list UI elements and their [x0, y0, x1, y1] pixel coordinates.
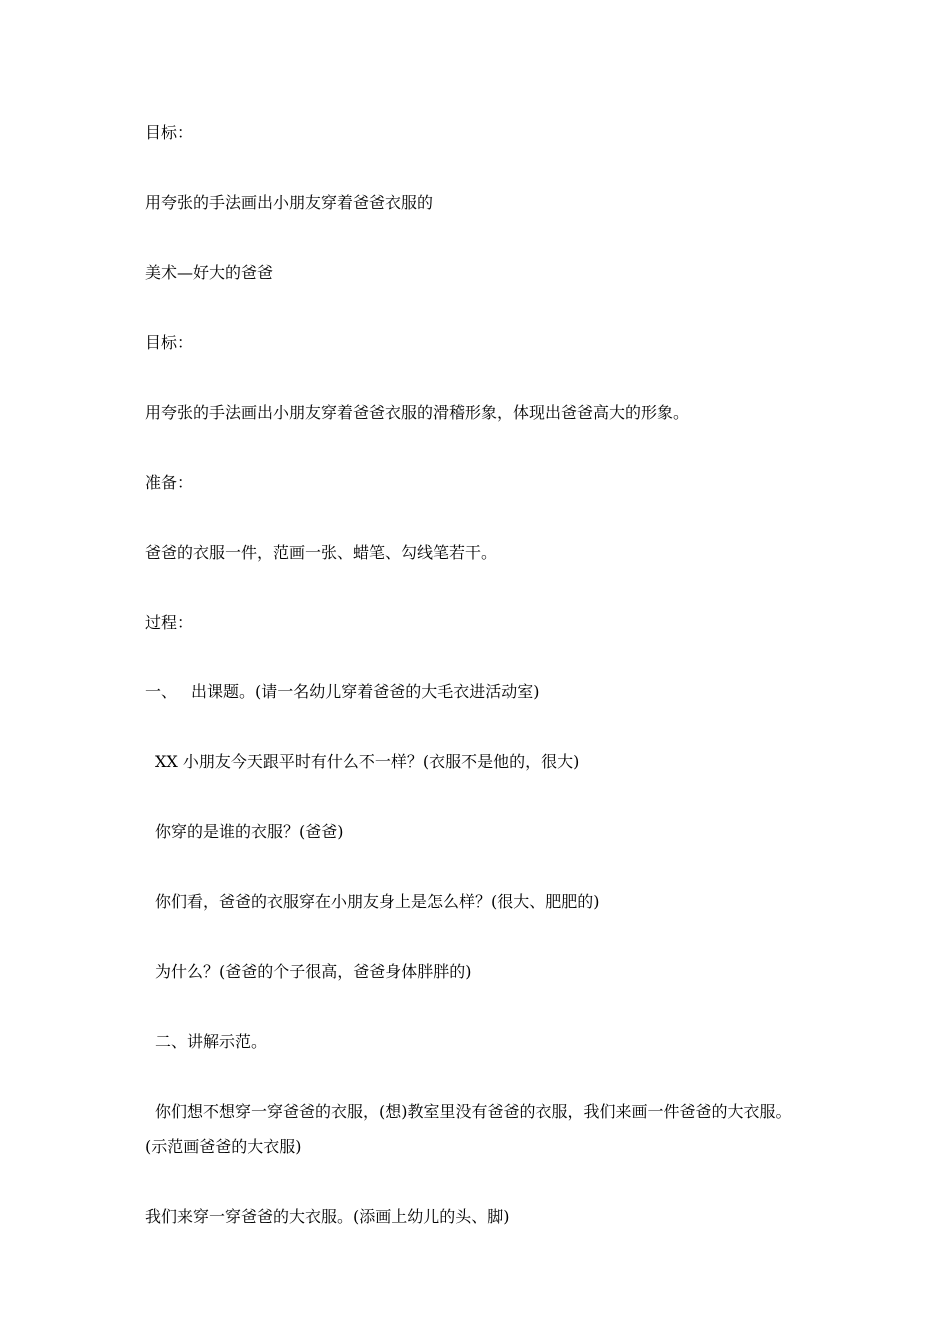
- dialogue-line-1: XX 小朋友今天跟平时有什么不一样？(衣服不是他的，很大): [155, 752, 580, 771]
- section-two-heading: 二、讲解示范。: [155, 1032, 268, 1051]
- paragraph-goal-partial: 用夸张的手法画出小朋友穿着爸爸衣服的: [145, 193, 434, 212]
- paragraph-goal-text: 用夸张的手法画出小朋友穿着爸爸衣服的滑稽形象，体现出爸爸高大的形象。: [145, 403, 690, 422]
- paragraph-goal-label: 目标：: [145, 123, 194, 142]
- section-one-number: 一、: [145, 682, 178, 701]
- document-title: 美术—好大的爸爸: [145, 263, 274, 282]
- paragraph-last: 我们来穿一穿爸爸的大衣服。(添画上幼儿的头、脚): [145, 1207, 510, 1226]
- paragraph-goal-label-2: 目标：: [145, 333, 194, 352]
- dialogue-line-5: 你们想不想穿一穿爸爸的衣服，(想)教室里没有爸爸的衣服，我们来画一件爸爸的大衣服。: [155, 1102, 792, 1121]
- dialogue-line-5-continuation: (示范画爸爸的大衣服): [145, 1137, 302, 1156]
- dialogue-line-3: 你们看，爸爸的衣服穿在小朋友身上是怎么样？(很大、肥肥的): [155, 892, 600, 911]
- paragraph-process-label: 过程：: [145, 613, 194, 632]
- section-one: [145, 681, 540, 703]
- dialogue-line-4: 为什么？(爸爸的个子很高，爸爸身体胖胖的): [155, 962, 472, 981]
- section-one-text: 出课题。(请一名幼儿穿着爸爸的大毛衣进活动室): [191, 682, 540, 701]
- paragraph-prep-text: 爸爸的衣服一件，范画一张、蜡笔、勾线笔若干。: [145, 543, 498, 562]
- paragraph-prep-label: 准备：: [145, 473, 194, 492]
- dialogue-line-2: 你穿的是谁的衣服？(爸爸): [155, 822, 344, 841]
